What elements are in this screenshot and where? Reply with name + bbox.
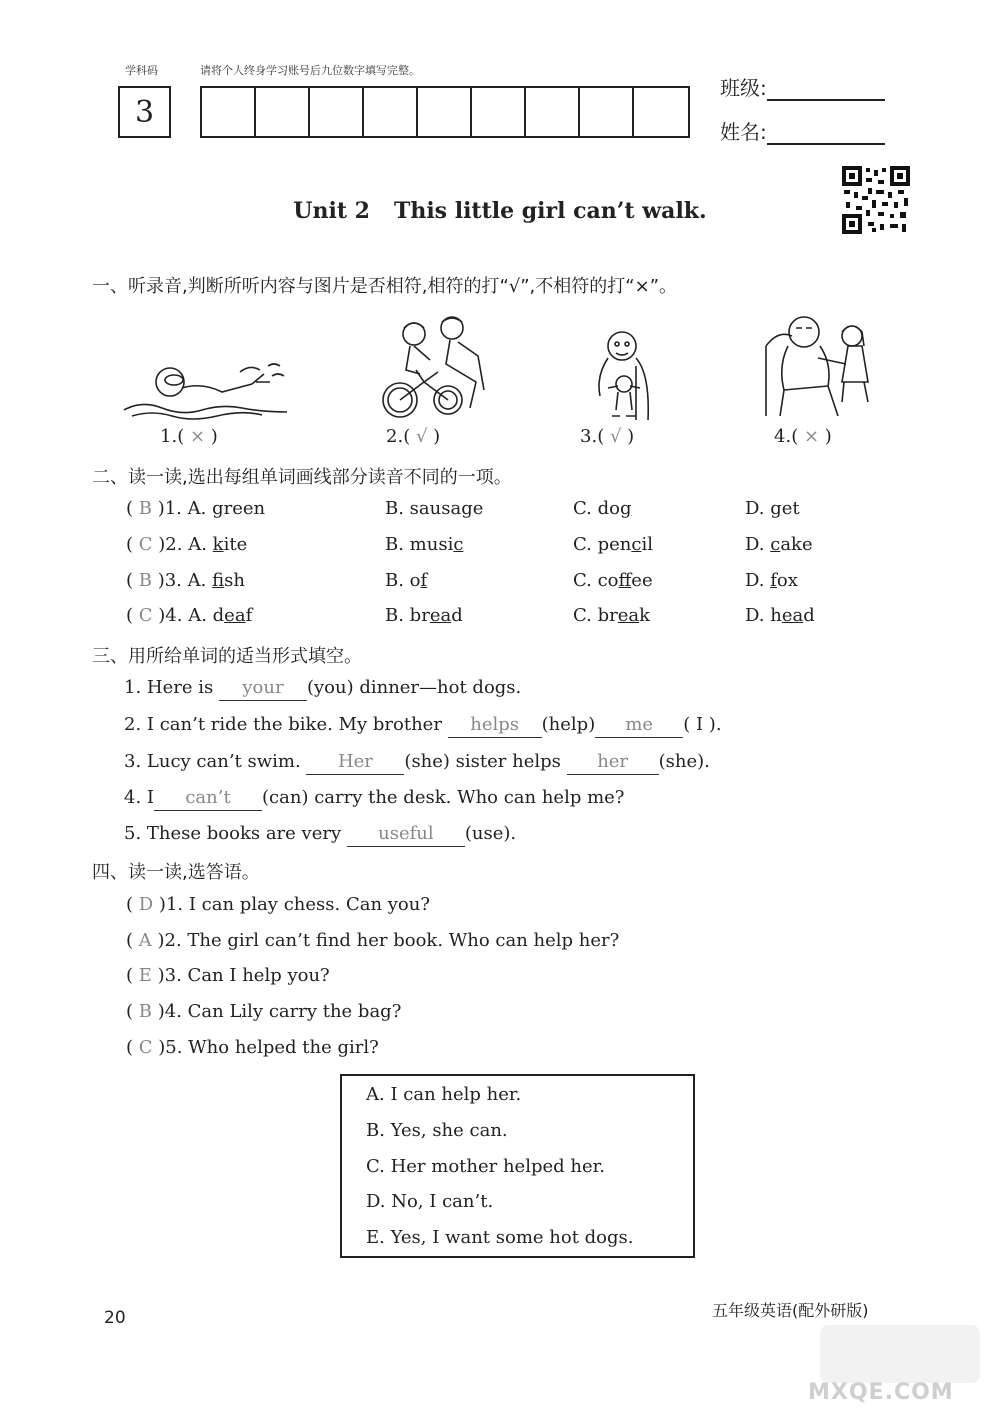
s2-row-3: ( B )3. A. fish — [126, 570, 245, 591]
options-box — [340, 1074, 695, 1258]
bike-kids-picture — [380, 312, 490, 422]
s3-item-2: 2. I can’t ride the bike. My brother helps (help) me ( I ). — [124, 714, 722, 738]
s4-item-1: ( D )1. I can play chess. Can you? — [126, 894, 431, 915]
section1-heading: 一、听录音,判断所听内容与图片是否相符,相符的打“√”,不相符的打“×”。 — [92, 276, 678, 297]
s1-item-4: 4.( × ) — [774, 426, 832, 447]
s1-item-3: 3.( √ ) — [580, 426, 635, 447]
instruction-text: 请将个人终身学习账号后九位数字填写完整。 — [200, 64, 420, 77]
option-e: E. Yes, I want some hot dogs. — [366, 1227, 634, 1248]
watermark-logo — [820, 1325, 980, 1383]
name-label: 姓名: — [720, 120, 767, 144]
page-number: 20 — [104, 1308, 126, 1328]
name-field[interactable] — [720, 116, 885, 145]
section4-heading: 四、读一读,选答语。 — [92, 862, 260, 883]
s4-item-4: ( B )4. Can Lily carry the bag? — [126, 1001, 402, 1022]
option-c: C. Her mother helped her. — [366, 1156, 605, 1177]
s4-item-2: ( A )2. The girl can’t find her book. Who can help her? — [126, 930, 620, 951]
s4-item-3: ( E )3. Can I help you? — [126, 965, 330, 986]
s3-item-1: 1. Here is your (you) dinner—hot dogs. — [124, 677, 521, 701]
unit-title: Unit 2 This little girl can’t walk. — [293, 198, 707, 224]
s3-item-4: 4. I can’t (can) carry the desk. Who can help me? — [124, 787, 624, 811]
option-b: B. Yes, she can. — [366, 1120, 508, 1141]
class-field[interactable] — [720, 72, 885, 101]
watermark-text: MXQE.COM — [808, 1380, 954, 1405]
s1-item-1: 1.( × ) — [160, 426, 218, 447]
class-label: 班级: — [720, 76, 767, 100]
s2-row-2: ( C )2. A. kite — [126, 534, 248, 555]
s1-item-2: 2.( √ ) — [386, 426, 441, 447]
subject-code-box — [118, 86, 171, 138]
book-title: 五年级英语(配外研版) — [712, 1301, 869, 1320]
option-d: D. No, I can’t. — [366, 1191, 494, 1212]
s3-item-3: 3. Lucy can’t swim. Her (she) sister helps her (she). — [124, 751, 710, 775]
section3-heading: 三、用所给单词的适当形式填空。 — [92, 646, 362, 667]
subject-code-label: 学科码 — [125, 64, 158, 77]
swimmer-picture — [122, 352, 292, 422]
account-number-boxes[interactable] — [200, 86, 690, 138]
option-a: A. I can help her. — [366, 1084, 522, 1105]
s2-row-1: ( B )1. A. green — [126, 498, 266, 519]
grandpa-girl-picture — [758, 306, 883, 422]
s3-item-5: 5. These books are very useful (use). — [124, 823, 516, 847]
section2-heading: 二、读一读,选出每组单词画线部分读音不同的一项。 — [92, 467, 512, 488]
s2-row-4: ( C )4. A. deaf — [126, 605, 253, 626]
adult-helping-baby-picture — [590, 326, 660, 422]
s4-item-5: ( C )5. Who helped the girl? — [126, 1037, 379, 1058]
subject-code-value: 3 — [134, 94, 155, 130]
